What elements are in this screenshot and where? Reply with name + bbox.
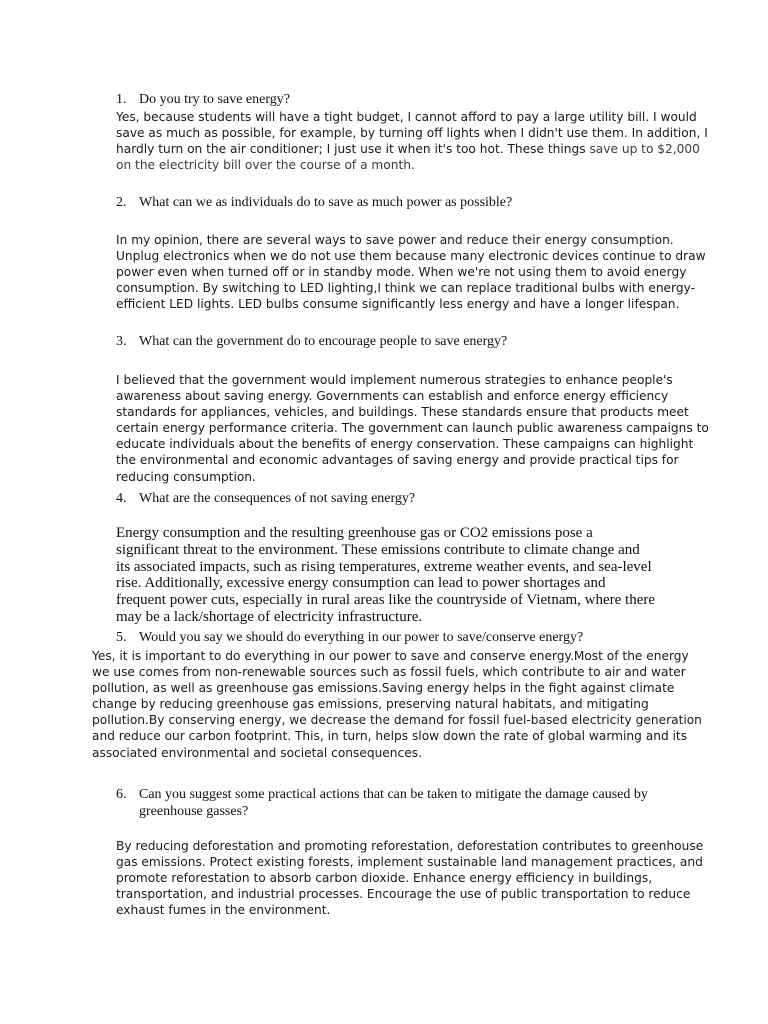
answer-line-part-highlight: save up to $2,000 bbox=[589, 142, 700, 157]
answer-line: reducing consumption. bbox=[116, 469, 256, 484]
question-1 bbox=[116, 91, 676, 108]
question-6 bbox=[116, 786, 696, 820]
answer-line: exhaust fumes in the environment. bbox=[116, 903, 331, 918]
answer-5 bbox=[92, 648, 702, 761]
answer-line: efficient LED lights. LED bulbs consume significantly less energy and have a longer lifespan. bbox=[116, 297, 680, 312]
answer-line: pollution.By conserving energy, we decrease the demand for fossil fuel-based electricity generation bbox=[92, 713, 702, 728]
answer-line: Unplug electronics when we do not use them because many electronic devices continue to draw bbox=[116, 249, 706, 264]
answer-line: I believed that the government would implement numerous strategies to enhance people's bbox=[116, 373, 673, 387]
answer-line: By reducing deforestation and promoting reforestation, deforestation contributes to greenhouse bbox=[116, 839, 704, 853]
answer-line: frequent power cuts, especially in rural areas like the countryside of Vietnam, where there bbox=[116, 592, 656, 609]
answer-line: pollution, as well as greenhouse gas emissions.Saving energy helps in the fight against climate bbox=[92, 681, 675, 696]
question-number: 2. bbox=[116, 195, 127, 210]
answer-line: standards for appliances, vehicles, and buildings. These standards ensure that products meet bbox=[116, 405, 689, 420]
question-number: 1. bbox=[116, 92, 127, 107]
answer-line: associated environmental and societal consequences. bbox=[92, 745, 422, 760]
answer-line: may be a lack/shortage of electricity infrastructure. bbox=[116, 608, 423, 625]
answer-line: its associated impacts, such as rising temperatures, extreme weather events, and sea-level bbox=[116, 558, 652, 575]
answer-line: significant threat to the environment. These emissions contribute to climate change and bbox=[116, 541, 640, 558]
answer-line: educate individuals about the benefits of energy conservation. These campaigns can highlight bbox=[116, 437, 694, 452]
answer-line: Yes, because students will have a tight budget, I cannot afford to pay a large utility bill. I would bbox=[116, 110, 697, 124]
answer-line: Yes, it is important to do everything in our power to save and conserve energy.Most of the energy bbox=[92, 649, 689, 663]
answer-line: rise. Additionally, excessive energy consumption can lead to power shortages and bbox=[116, 575, 606, 592]
question-5 bbox=[116, 629, 716, 646]
answer-2 bbox=[116, 232, 706, 312]
answer-line bbox=[116, 141, 708, 157]
question-number: 3. bbox=[116, 334, 127, 349]
answer-line: power even when turned off or in standby mode. When we're not using them to avoid energy bbox=[116, 265, 687, 280]
answer-line: In my opinion, there are several ways to save power and reduce their energy consumption. bbox=[116, 233, 674, 247]
answer-1 bbox=[116, 109, 708, 173]
answer-6 bbox=[116, 838, 703, 918]
answer-line: we use comes from non-renewable sources such as fossil fuels, which contribute to air and water bbox=[92, 665, 686, 680]
answer-line: promote reforestation to absorb carbon dioxide. Enhance energy efficiency in buildings, bbox=[116, 871, 653, 886]
question-4 bbox=[116, 490, 676, 507]
answer-line: the environmental and economic advantages of saving energy and provide practical tips for bbox=[116, 453, 679, 468]
question-text: Would you say we should do everything in our power to save/conserve energy? bbox=[139, 630, 584, 645]
question-2 bbox=[116, 194, 676, 211]
answer-line: awareness about saving energy. Governments can establish and enforce energy efficiency bbox=[116, 389, 669, 404]
question-text: What can we as individuals do to save as much power as possible? bbox=[139, 195, 513, 210]
answer-line-part: hardly turn on the air conditioner; I just use it when it's too hot. These things bbox=[116, 142, 586, 157]
answer-4 bbox=[116, 525, 655, 626]
answer-line: Energy consumption and the resulting greenhouse gas or CO2 emissions pose a bbox=[116, 525, 593, 541]
answer-line: consumption. By switching to LED lighting,I think we can replace traditional bulbs with energy- bbox=[116, 281, 695, 296]
question-text-continued: greenhouse gasses? bbox=[139, 804, 249, 819]
question-number: 4. bbox=[116, 491, 127, 506]
question-text: Do you try to save energy? bbox=[139, 92, 290, 107]
question-number: 5. bbox=[116, 630, 127, 645]
answer-line: gas emissions. Protect existing forests, implement sustainable land management practices, and bbox=[116, 855, 703, 870]
question-3 bbox=[116, 333, 676, 350]
answer-line: save as much as possible, for example, by turning off lights when I didn't use them. In addition, I bbox=[116, 126, 708, 141]
answer-3 bbox=[116, 372, 709, 485]
question-text: What can the government do to encourage people to save energy? bbox=[139, 334, 508, 349]
question-number: 6. bbox=[116, 787, 127, 802]
answer-line: and reduce our carbon footprint. This, in turn, helps slow down the rate of global warming and its bbox=[92, 729, 688, 744]
answer-line: change by reducing greenhouse gas emissions, preserving natural habitats, and mitigating bbox=[92, 697, 649, 712]
question-text: What are the consequences of not saving energy? bbox=[139, 491, 416, 506]
question-text: Can you suggest some practical actions that can be taken to mitigate the damage caused by bbox=[139, 787, 648, 802]
answer-line: on the electricity bill over the course of a month. bbox=[116, 158, 415, 173]
answer-line: certain energy performance criteria. The government can launch public awareness campaigns to bbox=[116, 421, 709, 436]
answer-line: transportation, and industrial processes. Encourage the use of public transportation to reduce bbox=[116, 887, 691, 902]
